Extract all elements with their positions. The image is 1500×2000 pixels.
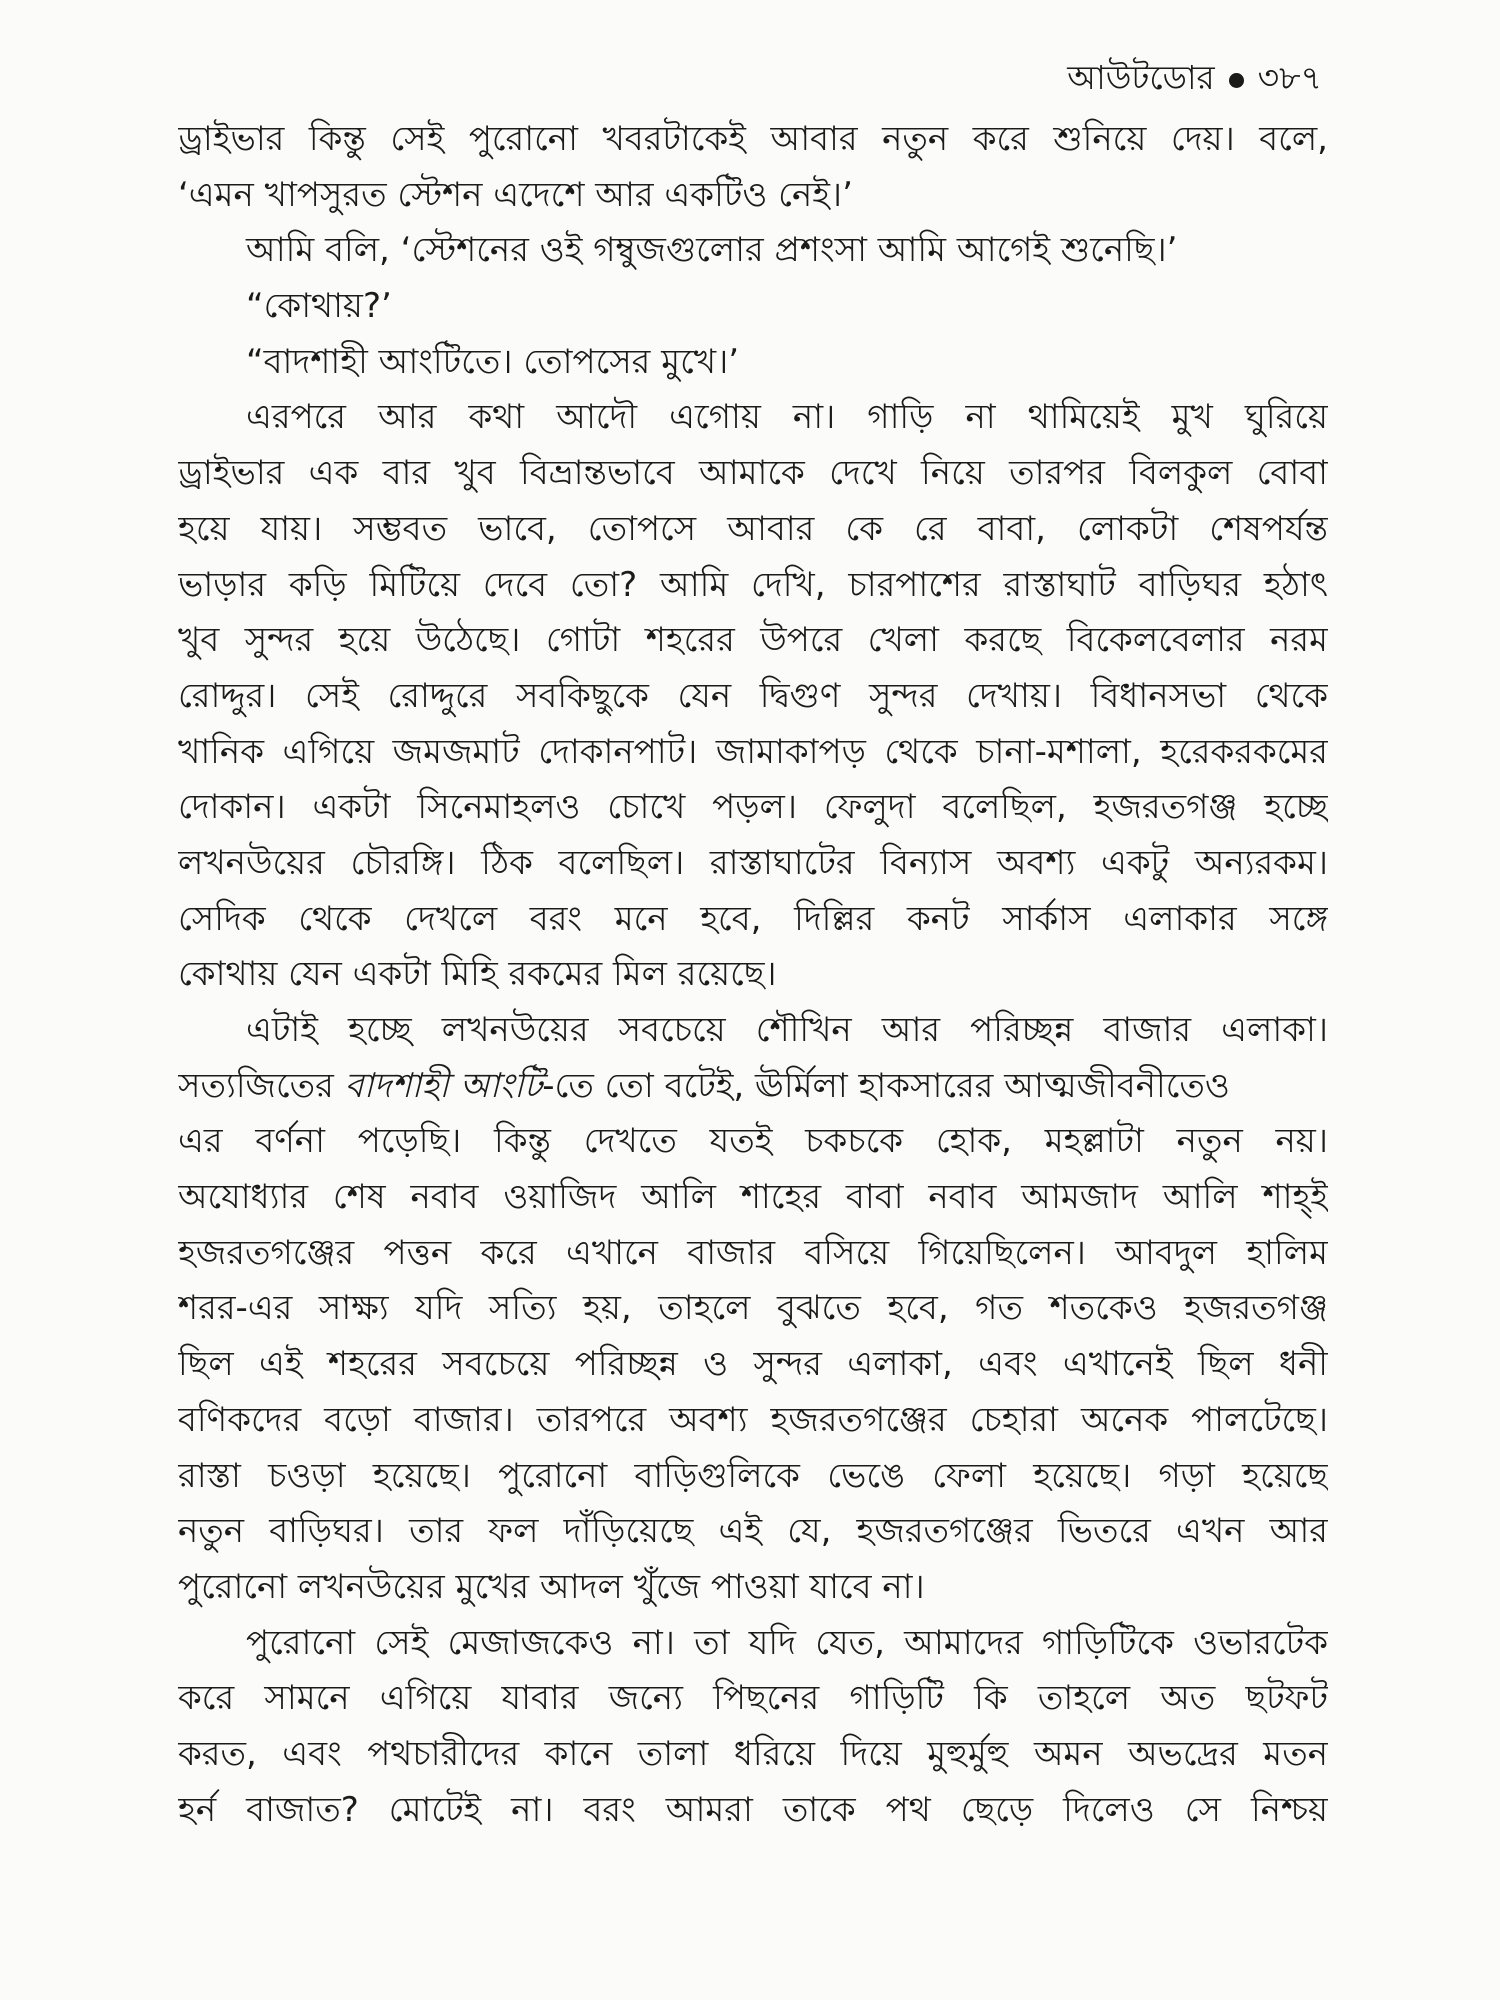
- text-line: আমি বলি, ‘স্টেশনের ওই গম্বুজগুলোর প্রশংসা আমি আগেই শুনেছি।’: [246, 230, 1178, 271]
- text-line: করে সামনে এগিয়ে যাবার জন্যে পিছনের গাড়িটি কি তাহলে অত ছটফট: [178, 1678, 1328, 1719]
- text-line: খানিক এগিয়ে জমজমাট দোকানপাট। জামাকাপড় থেকে চানা-মশালা, হরেকরকমের: [178, 731, 1328, 772]
- text-line: “বাদশাহী আংটিতে। তোপসের মুখে।’: [246, 341, 740, 382]
- text-line: হজরতগঞ্জের পত্তন করে এখানে বাজার বসিয়ে গিয়েছিলেন। আবদুল হালিম: [178, 1232, 1328, 1273]
- text-line: ড্রাইভার কিন্তু সেই পুরোনো খবরটাকেই আবার নতুন করে শুনিয়ে দেয়। বলে,: [178, 119, 1328, 159]
- text-line: এটাই হচ্ছে লখনউয়ের সবচেয়ে শৌখিন আর পরিচ্ছন্ন বাজার এলাকা।: [246, 1010, 1328, 1050]
- text-line: পুরোনো লখনউয়ের মুখের আদল খুঁজে পাওয়া যাবে না।: [178, 1566, 925, 1607]
- text-line: খুব সুন্দর হয়ে উঠেছে। গোটা শহরের উপরে খেলা করছে বিকেলবেলার নরম: [178, 620, 1328, 661]
- text-line: লখনউয়ের চৌরঙ্গি। ঠিক বলেছিল। রাস্তাঘাটের বিন্যাস অবশ্য একটু অন্যরকম।: [178, 842, 1328, 883]
- page-number: ৩৮৭: [1257, 58, 1322, 97]
- line-segment: সত্যজিতের: [178, 1065, 334, 1106]
- text-line: শরর-এর সাক্ষ্য যদি সত্যি হয়, তাহলে বুঝতে হবে, গত শতকেও হজরতগঞ্জ: [178, 1288, 1328, 1329]
- running-head: [1067, 52, 1322, 108]
- chapter-title: আউটডোর: [1067, 58, 1215, 97]
- bullet-separator-icon: [1229, 73, 1244, 88]
- text-line: রোদ্দুর। সেই রোদ্দুরে সবকিছুকে যেন দ্বিগুণ সুন্দর দেখায়। বিধানসভা থেকে: [178, 675, 1328, 716]
- text-line: করত, এবং পথচারীদের কানে তালা ধরিয়ে দিয়ে মুহুর্মুহু অমন অভদ্রের মতন: [178, 1733, 1328, 1774]
- text-line: ছিল এই শহরের সবচেয়ে পরিচ্ছন্ন ও সুন্দর এলাকা, এবং এখানেই ছিল ধনী: [178, 1344, 1328, 1385]
- text-line-with-title: [178, 1059, 1328, 1115]
- text-line: নতুন বাড়িঘর। তার ফল দাঁড়িয়েছে এই যে, হজরতগঞ্জের ভিতরে এখন আর: [178, 1511, 1328, 1552]
- text-line: এরপরে আর কথা আদৌ এগোয় না। গাড়ি না থামিয়েই মুখ ঘুরিয়ে: [246, 397, 1328, 438]
- text-line: ‘এমন খাপসুরত স্টেশন এদেশে আর একটিও নেই।’: [178, 174, 853, 215]
- text-line: রাস্তা চওড়া হয়েছে। পুরোনো বাড়িগুলিকে ভেঙে ফেলা হয়েছে। গড়া হয়েছে: [178, 1455, 1328, 1496]
- text-line: দোকান। একটা সিনেমাহলও চোখে পড়ল। ফেলুদা বলেছিল, হজরতগঞ্জ হচ্ছে: [178, 787, 1328, 828]
- text-line: “কোথায়?’: [246, 286, 392, 327]
- text-line: হর্ন বাজাত? মোটেই না। বরং আমরা তাকে পথ ছেড়ে দিলেও সে নিশ্চয়: [178, 1789, 1328, 1830]
- text-line: ড্রাইভার এক বার খুব বিভ্রান্তভাবে আমাকে দেখে নিয়ে তারপর বিলকুল বোবা: [178, 453, 1328, 494]
- line-segment: -তে তো বটেই, ঊর্মিলা হাকসারের আত্মজীবনীতেও: [542, 1065, 1230, 1106]
- text-line: হয়ে যায়। সম্ভবত ভাবে, তোপসে আবার কে রে বাবা, লোকটা শেষপর্যন্ত: [178, 508, 1328, 549]
- body-text: [178, 112, 1328, 1838]
- text-line: এর বর্ণনা পড়েছি। কিন্তু দেখতে যতই চকচকে হোক, মহল্লাটা নতুন নয়।: [178, 1121, 1328, 1162]
- text-line: অযোধ্যার শেষ নবাব ওয়াজিদ আলি শাহের বাবা নবাব আমজাদ আলি শাহ্‌ই: [178, 1177, 1328, 1218]
- text-line: বণিকদের বড়ো বাজার। তারপরে অবশ্য হজরতগঞ্জের চেহারা অনেক পালটেছে।: [178, 1399, 1328, 1440]
- text-line: পুরোনো সেই মেজাজকেও না। তা যদি যেত, আমাদের গাড়িটিকে ওভারটেক: [246, 1622, 1328, 1663]
- text-line: ভাড়ার কড়ি মিটিয়ে দেবে তো? আমি দেখি, চারপাশের রাস্তাঘাট বাড়িঘর হঠাৎ: [178, 564, 1328, 605]
- text-line: কোথায় যেন একটা মিহি রকমের মিল রয়েছে।: [178, 954, 777, 995]
- text-line: সেদিক থেকে দেখলে বরং মনে হবে, দিল্লির কনট সার্কাস এলাকার সঙ্গে: [178, 898, 1328, 939]
- book-title: বাদশাহী আংটি: [344, 1065, 543, 1106]
